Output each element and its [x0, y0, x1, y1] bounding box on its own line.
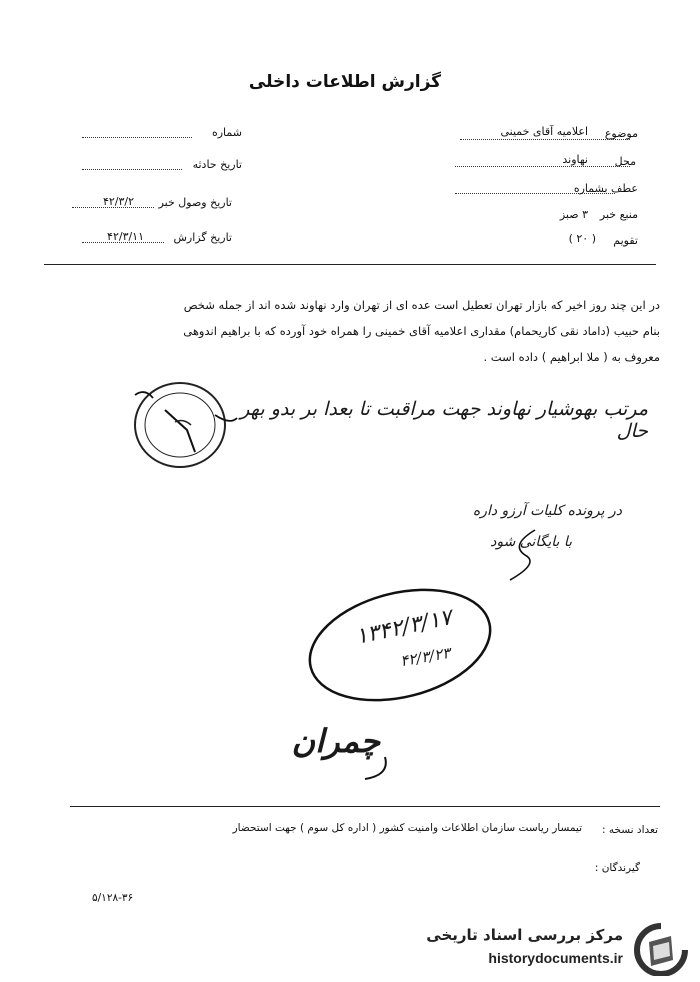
handwritten-note-3: با بایگانی شود: [490, 534, 572, 550]
reference-label: عطف بشماره: [573, 182, 638, 195]
reference-dots: [455, 193, 615, 194]
footer-divider: [70, 806, 660, 807]
report-date-dots: [82, 242, 164, 243]
watermark-logo-icon: [631, 922, 691, 976]
source-value: ۳ صبز: [559, 208, 588, 221]
news-date-value: ۴۲/۳/۲: [102, 195, 134, 208]
subject-dots: [460, 139, 630, 140]
handwritten-flourish: [490, 525, 550, 585]
subject-value: اعلامیه آقای خمینی: [500, 125, 588, 138]
handwritten-note-1: مرتب بهوشیار نهاوند جهت مراقبت تا بعدا بر بدو بهر حال: [240, 398, 648, 442]
signature: چمران: [291, 722, 380, 760]
source-label: منبع خبر: [599, 208, 638, 221]
incident-date-dots: [82, 169, 182, 170]
copies-value: تیمسار ریاست سازمان اطلاعات وامنیت کشور ( اداره کل سوم ) جهت استحضار: [232, 822, 582, 834]
received-stamp-oval: [300, 585, 500, 710]
report-date-value: ۴۲/۳/۱۱: [107, 230, 144, 243]
header-divider: [44, 264, 656, 265]
copies-label: تعداد نسخه :: [601, 824, 658, 836]
news-date-dots: [72, 207, 154, 208]
page-title: گزارش اطلاعات داخلی: [248, 72, 442, 92]
assessment-value: ( ۲۰ ): [568, 232, 596, 245]
official-seal: [125, 370, 245, 480]
number-dots: [82, 137, 192, 138]
body-line-3: معروف به ( ملا ابراهیم ) داده است .: [483, 350, 660, 364]
watermark-url: historydocuments.ir: [488, 950, 623, 966]
subject-label: موضوع: [604, 127, 638, 140]
recipients-label: گیرندگان :: [594, 862, 640, 874]
signature-tail: [360, 755, 390, 785]
incident-date-label: تاریخ حادثه: [192, 158, 242, 171]
form-code: ۵/۱۲۸-۳۶: [92, 892, 134, 904]
news-date-label: تاریخ وصول خبر: [158, 196, 232, 209]
location-label: محل: [614, 155, 636, 168]
body-line-1: در این چند روز اخیر که بازار تهران تعطیل است عده ای از تهران وارد نهاوند شده اند از جمله شخص: [183, 298, 660, 312]
location-value: نهاوند: [562, 153, 588, 166]
assessment-label: تقویم: [613, 234, 638, 247]
watermark: [405, 920, 695, 978]
body-line-2: بنام حبیب (داماد نقی کاریحمام) مقداری اعلامیه آقای خمینی را همراه خود آورده که با براهیم اندوهی: [183, 324, 660, 338]
location-dots: [455, 166, 630, 167]
handwritten-note-2: در پرونده کلیات آرزو داره: [472, 503, 622, 519]
received-stamp-date: ۱۳۴۲/۳/۱۷: [353, 605, 455, 650]
watermark-name: مرکز بررسی اسناد تاریخی: [426, 926, 623, 944]
number-label: شماره: [211, 126, 242, 139]
report-date-label: تاریخ گزارش: [173, 231, 232, 244]
received-stamp-date-2: ۴۲/۳/۲۳: [398, 643, 452, 671]
